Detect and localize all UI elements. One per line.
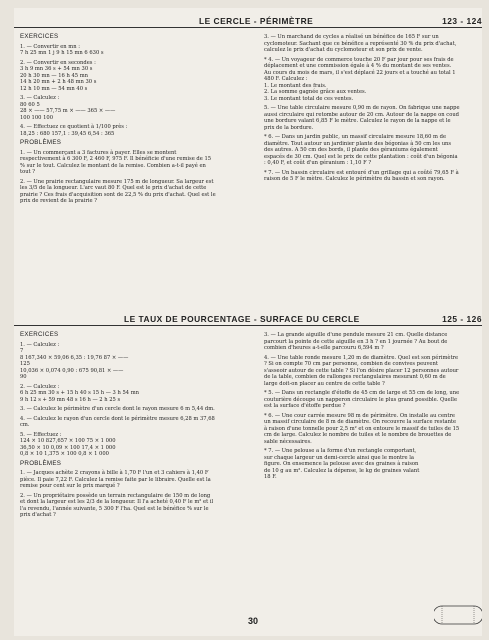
top-left-column	[20, 34, 216, 208]
problem-4: * 4. — Un voyageur de commerce touche 20 F par jour pour ses frais de déplacement et une commission égale à 4 % du montant de ses ventes. Au cours du mois de mars, il s'est déplacé 22 jours et a touché au total 1 480 F. Calculez : 1. Le montant des frais. 2. La somme gagnée grâce aux ventes. 3. Le montant total de ces ventes.	[264, 56, 456, 102]
exercise-1: 1. — Convertir en mn : 7 h 25 mn 1 j 9 h 15 mn 6 630 s	[20, 43, 104, 56]
problem-2: 2. — Une prairie rectangulaire mesure 175 m de longueur. Sa largeur est les 3/5 de la longueur. L'arc vaut 80 F. Quel est le prix d'achat de cette prairie ? Ces frais d'acquisition sont de 22,5 % du prix d'achat. Quel est le prix de revient de la prairie ?	[20, 178, 216, 204]
exercise-5: 5. — Effectuez : 124 × 10 827,657 × 100 75 × 1 000 36,50 × 10 0,09 × 100 17,4 × 1 000 0,8 × 10 1,375 × 100 0,8 × 1 000	[20, 431, 116, 457]
bottom-right-column	[264, 332, 460, 484]
problem-2: 2. — Un propriétaire possède un terrain rectangulaire de 150 m de long et dont la largeur est les 2/3 de la longueur. Il l'a acheté 0,40 F le m² et il l'a revendu, l'année suivante, 5 300 F l'ha. Quel est le bénéfice % sur le prix d'achat ?	[20, 492, 214, 518]
section-header-cercle	[14, 14, 482, 28]
problem-7: * 7. — Une pelouse a la forme d'un rectangle comportant, sur chaque largeur un demi-cercle ainsi que le montre la figure. On ensemence la pelouse avec des graines à raison de 10 g au m². Calculez la dépense, le kg de graines valant 18 F.	[264, 448, 420, 480]
exercise-1: 1. — Calculez : 7 8 167,340 × 59,06 6,35 : 19,76 87 × —— 125 10,036 × 0,074 0,90 : 675 90,81 × —— 90	[20, 341, 129, 380]
page-range: 125 - 126	[442, 314, 482, 324]
problemes-heading: PROBLÈMES	[20, 459, 62, 467]
problem-3: 3. — Un marchand de cycles a réalisé un bénéfice de 165 F sur un cyclomoteur. Sachant que ce bénéfice a représenté 30 % du prix d'achat, calculez le prix d'achat du cyclomoteur et son prix de vente.	[264, 34, 457, 53]
problem-4: 4. — Une table ronde mesure 1,20 m de diamètre. Quel est son périmètre ? Si on compte 70 cm par personne, combien de convives peuvent s'asseoir autour de cette table ? Si l'on désire placer 12 personnes autour de la table, combien de rallonges rectangulaires mesurant 0,60 m de large doit-on placer au centre de cette table ?	[264, 354, 459, 387]
problem-5: 5. — Une table circulaire mesure 0,90 m de rayon. On fabrique une nappe aussi circulaire qui retombe autour de 20 cm. Autour de la nappe on coud une bordure valant 6,85 F le mètre. Calculez le rayon de la nappe et le prix de la bordure.	[264, 105, 460, 131]
problem-1: 1. — Un commerçant a 3 factures à payer. Elles se montent respectivement à 6 300 F, 2 460 F, 975 F. Il bénéficie d'une remise de 15 % sur le tout. Calculez le montant de la remise. Combien a-t-il payé en tout ?	[20, 149, 212, 175]
problem-6: * 6. — Dans un jardin public, un massif circulaire mesure 18,60 m de diamètre. Tout autour un jardinier plante des bégonias à 50 cm les uns des autres. A 50 cm des bords, il plante des géraniums également espacés de 30 cm. Quel est le prix de cette plantation : coût d'un bégonia : 0,40 F, et coût d'un géranium : 1,10 F ?	[264, 134, 458, 166]
section-title: LE CERCLE - PÉRIMÈTRE	[199, 16, 314, 26]
page-number: 30	[248, 616, 259, 626]
book-page	[14, 8, 482, 636]
section-header-pourcentage	[14, 312, 482, 326]
exercices-heading: EXERCICES	[20, 331, 59, 338]
bottom-left-column	[20, 332, 216, 522]
lawn-diagram	[434, 604, 482, 626]
exercise-4: 4. — Calculez le rayon d'un cercle dont le périmètre mesure 6,28 m 37,68 cm.	[20, 415, 215, 428]
exercise-3: 3. — Calculez : 80 60 5 28 × —— 57,75 m × —— 365 × —— 100 100 100	[20, 95, 116, 121]
problemes-heading: PROBLÈMES	[20, 139, 62, 146]
page-range: 123 - 124	[442, 16, 482, 26]
header-rule	[14, 325, 482, 326]
problem-6: * 6. — Une cour carrée mesure 98 m de périmètre. On installe au centre un massif circulaire de 8 m de diamètre. On recouvre la surface restante à raison d'une tonnelle pour 2,5 m² et on entoure le massif de tuiles de 15 cm de large. Calculez le nombre de tuiles et le nombre de brouettes de sable nécessaires.	[264, 412, 460, 445]
exercices-heading: EXERCICES	[20, 33, 59, 40]
problem-1: 1. — Jacques achète 2 crayons à bille à 1,70 F l'un et 3 cahiers à 1,40 F pièce. Il paie 7,22 F. Calculez la remise faite par le libraire. Quelle est la remise pour cent sur le prix marqué ?	[20, 470, 211, 489]
exercise-4: 4. — Effectuez ce quotient à 1/100 près : 18,25 : 680 157,1 : 39,45 6,54 : 365	[20, 124, 128, 137]
exercise-3: 3. — Calculez le périmètre d'un cercle dont le rayon mesure 6 m 5,44 dm.	[20, 406, 215, 412]
top-right-column	[264, 34, 460, 186]
section-title: LE TAUX DE POURCENTAGE - SURFACE DU CERCLE	[124, 314, 360, 324]
header-rule	[14, 27, 482, 28]
problem-3: 3. — La grande aiguille d'une pendule mesure 21 cm. Quelle distance parcourt la pointe de cette aiguille en 3 h ? en 1 journée ? Au bout de combien d'heures a-t-elle parcouru 6,594 m ?	[264, 332, 448, 351]
exercise-2: 2. — Calculez : 6 h 25 mn 30 s + 15 h 40 s 15 h — 3 h 54 mn 9 h 12 s + 59 mn 48 s 16 h — 2 h 25 s	[20, 383, 139, 403]
exercise-2: 2. — Convertir en secondes : 3 h 9 mn 36 s + 54 mn 30 s 20 h 30 mn — 16 h 45 mn 14 h 20 mn + 2 h 48 mn 30 s 12 h 10 mn — 54 mn 40 s	[20, 59, 97, 92]
problem-5: * 5. — Dans un rectangle d'étoffe de 45 cm de large et 55 cm de long, une couturière découpe un napperon circulaire le plus grand possible. Quelle est la surface d'étoffe perdue ?	[264, 390, 460, 409]
problem-7: * 7. — Un bassin circulaire est entouré d'un grillage qui a coûté 79,65 F à raison de 5 F le mètre. Calculez le périmètre du bassin et son rayon.	[264, 169, 459, 182]
